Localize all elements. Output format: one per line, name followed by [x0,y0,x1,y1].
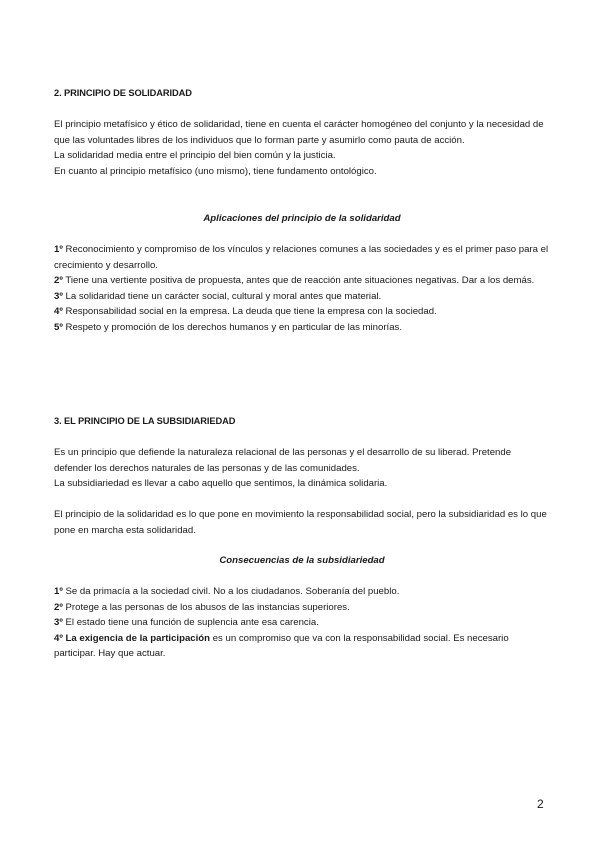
list-item [54,242,550,273]
section-2-heading: 2. PRINCIPIO DE SOLIDARIDAD [54,88,192,98]
item-number: 2º [54,601,63,613]
list-item [54,615,550,631]
paragraph: La subsidiariedad es llevar a cabo aquello que sentimos, la dinámica solidaria. [54,478,388,490]
item-number: 2º [54,275,63,287]
item-text: es un compromiso que va con la responsabilidad social. Es necesario participar. Hay que actuar. [54,632,509,660]
item-number: 1º [54,586,63,597]
item-text: El estado tiene una función de suplencia ante esa carencia. [62,617,319,629]
item-number: 3º [54,290,63,302]
section-2-intro [54,117,550,179]
section-2-list [54,242,550,336]
item-number: 4º [54,632,63,644]
section-2-subheading: Aplicaciones del principio de la solidaridad [203,213,401,224]
section-3-paragraph: El principio de la solidaridad es lo que pone en movimiento la responsabilidad social, pero la subsidiaridad es lo que pone en marcha esta solidaridad. [54,509,547,536]
list-item [54,289,550,305]
paragraph: En cuanto al principio metafísico (uno mismo), tiene fundamento ontológico. [54,165,377,177]
section-3-subheading: Consecuencias de la subsidiariedad [219,555,385,566]
paragraph: El principio metafísico y ético de solidaridad, tiene en cuenta el carácter homogéneo del conjunto y la necesidad de que las voluntades libres de los individuos que lo forman parte y asumirlo como pauta de acción. [54,119,544,146]
item-number: 3º [54,617,63,629]
list-item [54,600,550,616]
paragraph: La solidaridad media entre el principio del bien común y la justicia. [54,150,336,162]
item-text: Reconocimiento y compromiso de los vínculos y relaciones comunes a las sociedades y es el primer paso para el crecimiento y desarrollo. [54,244,549,271]
list-item [54,631,550,662]
list-item [54,584,550,600]
section-3-intro [54,445,550,492]
item-number: 4º [54,306,63,318]
paragraph: Es un principio que defiende la naturaleza relacional de las personas y el desarrollo de su liberad. Pretende defender los derechos naturales de las personas y de las comunidades. [54,447,512,474]
item-text: Respeto y promoción de los derechos humanos y en particular de las minorías. [62,321,402,333]
item-text: Responsabilidad social en la empresa. La deuda que tiene la empresa con la sociedad. [62,306,437,318]
section-3-list [54,584,550,662]
item-number: 1º [54,244,63,255]
page-number: 2 [537,797,544,811]
list-item [54,273,550,289]
item-text: Protege a las personas de los abusos de las instancias superiores. [62,601,350,613]
list-item [54,320,550,336]
item-emphasis: La exigencia de la participación [62,632,211,644]
list-item [54,304,550,320]
item-text: Tiene una vertiente positiva de propuesta, antes que de reacción ante situaciones negativas. Dar a los demás. [62,275,535,287]
item-text: La solidaridad tiene un carácter social, cultural y moral antes que material. [62,290,382,302]
item-text: Se da primacía a la sociedad civil. No a los ciudadanos. Soberanía del pueblo. [62,586,400,597]
section-3-heading: 3. EL PRINCIPIO DE LA SUBSIDIARIEDAD [54,416,236,426]
item-number: 5º [54,321,63,333]
